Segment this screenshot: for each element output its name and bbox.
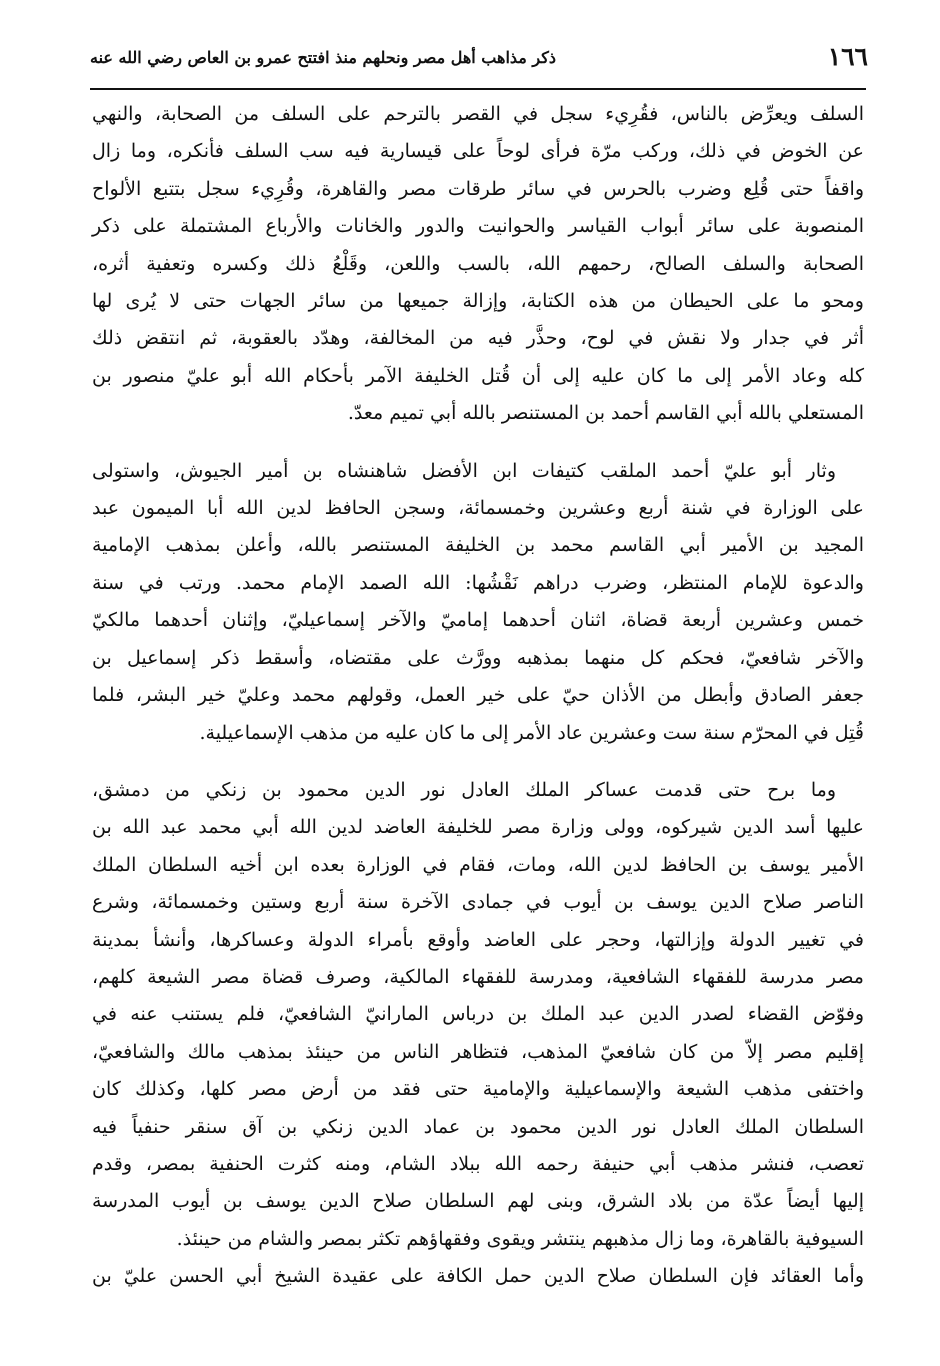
paragraph-1 bbox=[92, 96, 864, 433]
text-line: المنصوبة على سائر أبواب القياسر والحوانيت والدور والخانات والأرباع المشتملة على ذكر bbox=[92, 215, 864, 238]
text-line: واختفى مذهب الشيعة والإسماعيلية والإمامية حتى فقد من أرض مصر كلها، وكذلك كان bbox=[92, 1078, 864, 1101]
text-line: السيوفية بالقاهرة، وما زال مذهبهم ينتشر ويقوى وفقهاؤهم تكثر بمصر والشام من حينئذ. bbox=[176, 1227, 864, 1250]
text-line: المجيد بن الأمير أبي القاسم محمد بن الخليفة المستنصر بالله، وأعلن بمذهب الإمامية bbox=[92, 534, 864, 557]
text-line: وما برح حتى قدمت عساكر الملك العادل نور الدين محمود بن زنكي من دمشق، bbox=[92, 778, 836, 801]
paragraph-gap bbox=[92, 752, 864, 772]
running-title: ذكر مذاهب أهل مصر ونحلهم منذ افتتح عمرو بن العاص رضي الله عنه bbox=[90, 48, 556, 67]
text-line: ومحو ما على الحيطان من هذه الكتابة، وإزالة جميعها من سائر الجهات حتى لا يُرى لها bbox=[92, 290, 864, 313]
text-line: وثار أبو عليّ أحمد الملقب كتيفات ابن الأفضل شاهنشاه بن أمير الجيوش، واستولى bbox=[92, 459, 836, 482]
header-divider bbox=[90, 88, 866, 90]
text-line: وفوّض القضاء لصدر الدين عبد الملك بن درباس المارانيّ الشافعيّ، فلم يستنب عنه في bbox=[92, 1003, 864, 1026]
text-line: الأمير يوسف بن الحافظ لدين الله، ومات، فقام في الوزارة بعده ابن أخيه السلطان الملك bbox=[92, 853, 864, 876]
text-line: على الوزارة في شنة أربع وعشرين وخمسمائة، وسجن الحافظ لدين الله أبا الميمون عبد bbox=[92, 497, 864, 520]
text-line: جعفر الصادق وأبطل من الأذان حيّ على خير العمل، وقولهم محمد وعليّ خير البشر، فلما bbox=[92, 684, 864, 707]
text-line: الناصر صلاح الدين يوسف بن أيوب في جمادى الآخرة سنة أربع وستين وخمسمائة، وشرع bbox=[92, 891, 864, 914]
text-line: عن الخوض في ذلك، وركب مرّة فرأى لوحاً على قيسارية فيه سب السلف فأنكره، وما زال bbox=[92, 140, 864, 163]
text-line: واقفاً حتى قُلِع وضرب بالحرس في سائر طرقات مصر والقاهرة، وقُرِيء سجل بتتبع الألواح bbox=[92, 177, 864, 200]
text-line: كله وعاد الأمر إلى ما كان عليه إلى أن قُتل الخليفة الآمر بأحكام الله أبو عليّ منصور بن bbox=[92, 364, 864, 387]
text-line: والآخر شافعيّ، فحكم كل منهما بمذهبه وورَّث على مقتضاه، وأسقط ذكر إسماعيل بن bbox=[92, 646, 864, 669]
text-line: وأما العقائد فإن السلطان صلاح الدين حمل الكافة على عقيدة الشيخ أبي الحسن عليّ بن bbox=[92, 1265, 865, 1288]
text-line: إليها أيضاً عدّة من بلاد الشرق، وبنى لهم السلطان صلاح الدين يوسف بن أيوب المدرسة bbox=[92, 1190, 864, 1213]
text-line: أثر في جدار ولا نقش في لوح، وحذَّر فيه من المخالفة، وهدّد بالعقوبة، ثم انتقض ذلك bbox=[92, 327, 864, 350]
text-line: والدعوة للإمام المنتظر، وضرب دراهم نَقْشُها: الله الصمد الإمام محمد. ورتب في سنة bbox=[92, 571, 864, 594]
text-line: الصحابة والسلف الصالح، رحمهم الله، بالسب واللعن، وقَلْعُ ذلك وكسره وتعفية أثره، bbox=[92, 252, 864, 275]
paragraph-gap bbox=[92, 433, 864, 453]
paragraph-2 bbox=[92, 453, 864, 752]
text-line: تعصب، فنشر مذهب أبي حنيفة رحمه الله ببلاد الشام، ومنه كثرت الحنفية بمصر، وقدم bbox=[92, 1152, 864, 1175]
text-line: قُتِل في المحرّم سنة ست وعشرين عاد الأمر إلى ما كان عليه من مذهب الإسماعيلية. bbox=[199, 721, 864, 744]
text-line: عليها أسد الدين شيركوه، وولى وزارة مصر للخليفة العاضد لدين الله أبي محمد عبد الله بن bbox=[92, 816, 864, 839]
text-line: إقليم مصر إلاّ من كان شافعيّ المذهب، فتظاهر الناس من حينئذ بمذهب مالك والشافعيّ، bbox=[92, 1040, 864, 1063]
body-text bbox=[92, 96, 864, 1296]
text-line: خمس وعشرين أربعة قضاة، اثنان أحدهما إماميّ والآخر إسماعيليّ، وإثنان أحدهما مالكيّ bbox=[92, 609, 864, 632]
page-number: ١٦٦ bbox=[827, 42, 868, 71]
text-line: السلطان الملك العادل نور الدين محمود بن عماد الدين زنكي بن آق سنقر حنفياً فيه bbox=[92, 1115, 864, 1138]
page-header bbox=[90, 40, 868, 76]
paragraph-3 bbox=[92, 772, 864, 1296]
text-line: المستعلي بالله أبي القاسم أحمد بن المستنصر بالله أبي تميم معدّ. bbox=[347, 402, 864, 425]
text-line: في تغيير الدولة وإزالتها، وحجر على العاضد وأوقع بأمراء الدولة وعساكرها، وأنشأ بمدينة bbox=[92, 928, 864, 951]
text-line: السلف ويعرِّض بالناس، فقُرِيء سجل في القصر بالترحم على السلف من الصحابة، والنهي bbox=[92, 103, 864, 125]
text-line: مصر مدرسة للفقهاء الشافعية، ومدرسة للفقهاء المالكية، وصرف قضاة مصر الشيعة كلهم، bbox=[92, 965, 864, 988]
